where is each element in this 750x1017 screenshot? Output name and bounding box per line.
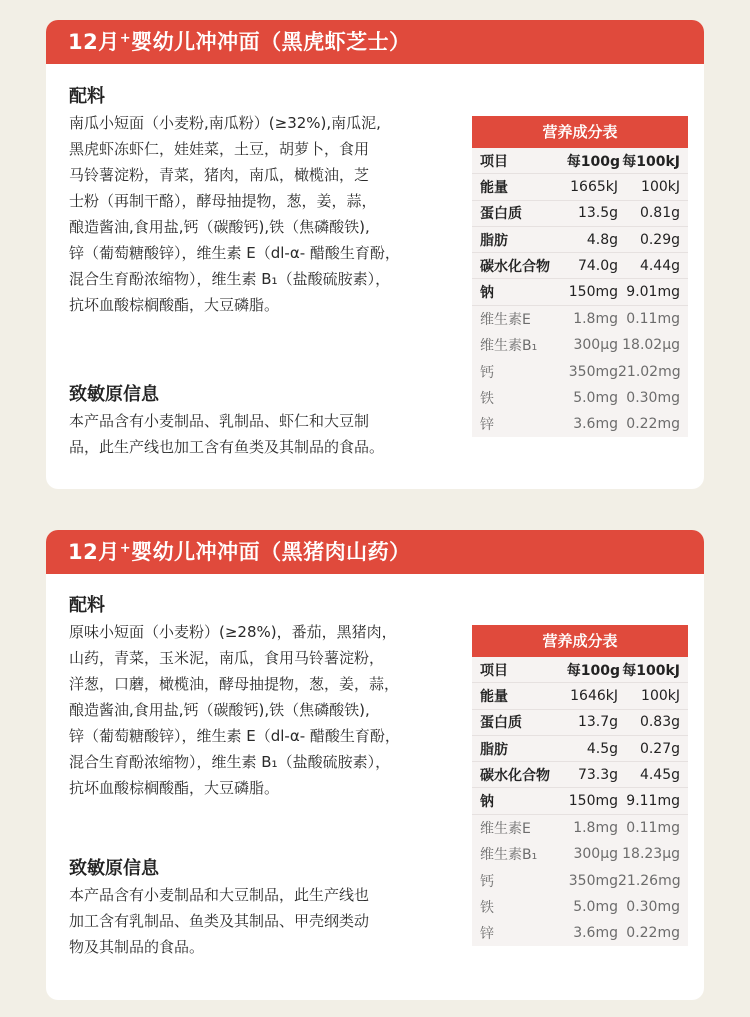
nutrient-name: 蛋白质 — [480, 206, 522, 223]
nutrition-row — [472, 279, 688, 305]
nutrient-per100g: 1.8mg — [573, 819, 618, 836]
ingredients-line: 马铃薯淀粉，青菜，猪肉，南瓜，橄榄油，芝 — [69, 166, 370, 184]
nutrient-name: 锌 — [480, 417, 494, 434]
nutrition-row — [472, 201, 688, 227]
nutrition-row — [472, 174, 688, 200]
nutrition-row — [472, 358, 688, 384]
nutrition-header-row — [472, 657, 688, 683]
allergen-title: 致敏原信息 — [69, 384, 159, 405]
nutrient-per100g: 4.5g — [586, 740, 618, 757]
nutrient-name: 铁 — [480, 390, 494, 407]
nutrient-per100kj: 0.11mg — [626, 819, 680, 836]
nutrition-row — [472, 227, 688, 253]
nutrition-row — [472, 332, 688, 358]
nutrition-row — [472, 815, 688, 841]
nutrient-per100kj: 21.26mg — [618, 872, 681, 889]
ingredients-line: 锌（葡萄糖酸锌），维生素 E（dl-α- 醋酸生育酚， — [69, 727, 400, 745]
allergen-line: 加工含有乳制品、鱼类及其制品、甲壳纲类动 — [69, 912, 370, 930]
allergen-line: 品，此生产线也加工含有鱼类及其制品的食品。 — [69, 438, 385, 456]
nutrient-per100kj: 100kJ — [641, 687, 680, 704]
title-prefix: 12月 — [68, 30, 120, 54]
ingredients-line: 酿造酱油,食用盐,钙（碳酸钙),铁（焦磷酸铁), — [69, 218, 370, 236]
product-title-2 — [46, 530, 704, 574]
nutrient-per100kj: 9.01mg — [626, 284, 680, 301]
nutrient-name: 能量 — [480, 688, 508, 705]
allergen-section — [69, 382, 464, 460]
allergen-line: 本产品含有小麦制品和大豆制品，此生产线也 — [69, 886, 370, 904]
nutrition-row — [472, 253, 688, 279]
nutrient-per100g: 300μg — [573, 846, 618, 863]
nutrient-per100g: 1.8mg — [573, 310, 618, 327]
nutrient-name: 钠 — [480, 794, 494, 811]
nutrition-table — [472, 625, 688, 946]
nutrient-per100kj: 0.27g — [639, 740, 680, 757]
nutrient-name: 碳水化合物 — [480, 767, 550, 784]
nutrient-per100kj: 100kJ — [641, 178, 680, 195]
nutrient-per100kj: 4.45g — [639, 766, 680, 783]
nutrition-row — [472, 867, 688, 893]
title-suffix: 婴幼儿冲冲面（黑猪肉山药） — [131, 540, 411, 564]
nutrition-header-row — [472, 148, 688, 174]
ingredients-title: 配料 — [69, 595, 105, 616]
nutrient-name: 脂肪 — [480, 741, 508, 758]
nutrient-per100g: 1665kJ — [570, 178, 618, 195]
nutrient-name: 能量 — [480, 179, 508, 196]
title-prefix: 12月 — [68, 540, 120, 564]
nutrient-per100g: 150mg — [568, 284, 618, 301]
nutrient-per100g: 5.0mg — [573, 898, 618, 915]
nutrient-per100kj: 0.22mg — [626, 416, 680, 433]
nutrient-per100kj: 9.11mg — [626, 793, 680, 810]
nutrition-row — [472, 736, 688, 762]
allergen-line: 物及其制品的食品。 — [69, 938, 205, 956]
ingredients-line: 洋葱，口蘑，橄榄油，酵母抽提物，葱，姜，蒜， — [69, 675, 400, 693]
nutrient-per100g: 300μg — [573, 337, 618, 354]
ingredients-line: 抗坏血酸棕榈酸酯，大豆磷脂。 — [69, 779, 280, 797]
nutrition-row — [472, 841, 688, 867]
nutrition-header-item: 项目 — [480, 153, 508, 170]
nutrient-per100kj: 0.22mg — [626, 925, 680, 942]
nutrient-name: 维生素B₁ — [480, 338, 538, 355]
title-sup: + — [119, 541, 132, 556]
nutrient-per100kj: 0.11mg — [626, 310, 680, 327]
ingredients-section — [69, 593, 464, 801]
ingredients-line: 酿造酱油,食用盐,钙（碳酸钙),铁（焦磷酸铁), — [69, 701, 370, 719]
nutrition-row — [472, 306, 688, 332]
nutrition-row — [472, 894, 688, 920]
nutrient-name: 钠 — [480, 285, 494, 302]
nutrient-name: 维生素E — [480, 311, 531, 328]
nutrient-per100g: 350mg — [568, 363, 618, 380]
nutrient-per100g: 4.8g — [586, 231, 618, 248]
nutrition-row — [472, 762, 688, 788]
nutrient-name: 锌 — [480, 926, 494, 943]
nutrient-per100g: 5.0mg — [573, 389, 618, 406]
ingredients-line: 混合生育酚浓缩物），维生素 B₁（盐酸硫胺素）， — [69, 270, 391, 288]
nutrient-name: 钙 — [480, 873, 494, 890]
nutrition-header-per100g: 每100g — [566, 662, 620, 679]
nutrient-per100g: 3.6mg — [573, 925, 618, 942]
nutrient-per100kj: 21.02mg — [618, 363, 681, 380]
nutrient-per100kj: 0.30mg — [626, 898, 680, 915]
product-title-1 — [46, 20, 704, 64]
nutrient-per100kj: 0.30mg — [626, 389, 680, 406]
nutrition-row — [472, 411, 688, 437]
ingredients-line: 士粉（再制干酪），酵母抽提物，葱，姜，蒜， — [69, 192, 377, 210]
allergen-section — [69, 856, 464, 960]
title-suffix: 婴幼儿冲冲面（黑虎虾芝士） — [131, 30, 411, 54]
nutrition-header-per100kj: 每100kJ — [622, 153, 680, 170]
ingredients-line: 抗坏血酸棕榈酸酯，大豆磷脂。 — [69, 296, 280, 314]
nutrient-per100g: 150mg — [568, 793, 618, 810]
ingredients-text — [69, 110, 464, 318]
nutrition-table-title: 营养成分表 — [472, 625, 688, 657]
nutrition-row — [472, 683, 688, 709]
nutrition-table-title: 营养成分表 — [472, 116, 688, 148]
nutrient-name: 钙 — [480, 364, 494, 381]
ingredients-line: 原味小短面（小麦粉）(≥28%)，番茄，黑猪肉， — [69, 623, 397, 641]
nutrition-row — [472, 788, 688, 814]
nutrient-per100g: 13.5g — [577, 205, 618, 222]
ingredients-line: 黑虎虾冻虾仁，娃娃菜，土豆，胡萝卜，食用 — [69, 140, 370, 158]
nutrient-per100g: 3.6mg — [573, 416, 618, 433]
nutrient-name: 铁 — [480, 899, 494, 916]
product-card-1 — [46, 20, 704, 489]
nutrient-name: 脂肪 — [480, 232, 508, 249]
nutrient-name: 碳水化合物 — [480, 258, 550, 275]
nutrient-per100g: 13.7g — [577, 714, 618, 731]
nutrition-row — [472, 385, 688, 411]
nutrition-table — [472, 116, 688, 437]
allergen-line: 本产品含有小麦制品、乳制品、虾仁和大豆制 — [69, 412, 370, 430]
nutrient-per100g: 73.3g — [577, 766, 618, 783]
nutrient-per100g: 1646kJ — [570, 687, 618, 704]
nutrient-per100kj: 0.81g — [639, 205, 680, 222]
ingredients-line: 山药，青菜，玉米泥，南瓜，食用马铃薯淀粉， — [69, 649, 385, 667]
product-card-2 — [46, 530, 704, 1000]
allergen-title: 致敏原信息 — [69, 858, 159, 879]
nutrition-header-item: 项目 — [480, 662, 508, 679]
ingredients-text — [69, 619, 464, 801]
nutrient-per100kj: 0.29g — [639, 231, 680, 248]
allergen-text — [69, 882, 464, 960]
ingredients-section — [69, 84, 464, 318]
nutrition-header-per100kj: 每100kJ — [622, 662, 680, 679]
allergen-text — [69, 408, 464, 460]
nutrient-per100kj: 4.44g — [639, 257, 680, 274]
ingredients-line: 锌（葡萄糖酸锌），维生素 E（dl-α- 醋酸生育酚， — [69, 244, 400, 262]
title-sup: + — [119, 31, 132, 46]
nutrient-per100kj: 0.83g — [639, 714, 680, 731]
nutrient-per100kj: 18.23μg — [622, 846, 680, 863]
nutrient-per100kj: 18.02μg — [622, 337, 680, 354]
nutrition-row — [472, 710, 688, 736]
nutrition-header-per100g: 每100g — [566, 153, 620, 170]
nutrient-per100g: 74.0g — [577, 257, 618, 274]
ingredients-line: 混合生育酚浓缩物），维生素 B₁（盐酸硫胺素）， — [69, 753, 391, 771]
ingredients-line: 南瓜小短面（小麦粉,南瓜粉）(≥32%),南瓜泥, — [69, 114, 381, 132]
nutrient-name: 蛋白质 — [480, 715, 522, 732]
nutrient-name: 维生素B₁ — [480, 847, 538, 864]
nutrition-row — [472, 920, 688, 946]
nutrient-per100g: 350mg — [568, 872, 618, 889]
ingredients-title: 配料 — [69, 86, 105, 107]
nutrient-name: 维生素E — [480, 820, 531, 837]
